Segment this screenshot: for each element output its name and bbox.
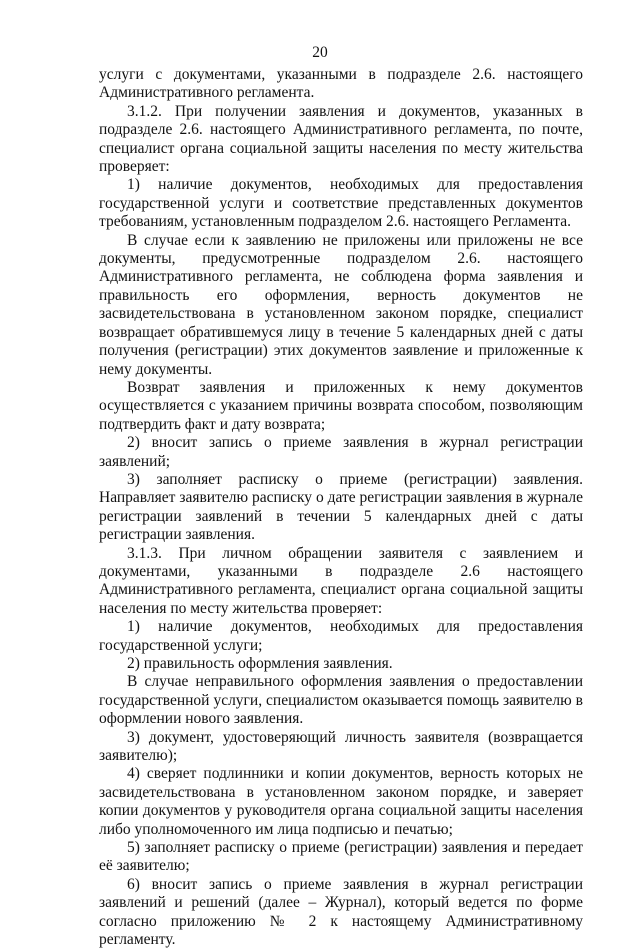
paragraph-3-1-3-item-1: 1) наличие документов, необходимых для предоставления государственной услуги; [99, 618, 583, 654]
document-body [99, 66, 583, 950]
paragraph-return-procedure: Возврат заявления и приложенных к нему документов осуществляется с указанием причины возврата способом, позволяющим подтвердить факт и дату возврата; [99, 378, 583, 433]
paragraph-incorrect-form: В случае неправильного оформления заявления о предоставлении государственной услуги, специалистом оказывается помощь заявителю в оформлении нового заявления. [99, 673, 583, 728]
paragraph-return-conditions: В случае если к заявлению не приложены или приложены не все документы, предусмотренные подразделом 2.6. настоящего Административного регламента, не соблюдена форма заявления и правильность его оформления, верность документов не засвидетельствована в установленном законом порядке, специалист возвращает обратившемуся лицу в течение 5 календарных дней с даты получения (регистрации) этих документов заявление и приложенные к нему документы. [99, 231, 583, 378]
paragraph-3-1-2-item-2: 2) вносит запись о приеме заявления в журнал регистрации заявлений; [99, 434, 583, 470]
paragraph-3-1-2: 3.1.2. При получении заявления и документов, указанных в подразделе 2.6. настоящего Административного регламента, по почте, специалист органа социальной защиты населения по месту жительства проверяет: [99, 102, 583, 176]
paragraph-3-1-2-item-3: 3) заполняет расписку о приеме (регистрации) заявления. Направляет заявителю расписку о дате регистрации заявления в журнале регистрации заявлений в течении 5 календарных дней с даты регистрации заявления. [99, 470, 583, 544]
paragraph-continuation: услуги с документами, указанными в подразделе 2.6. настоящего Административного регламента. [99, 66, 583, 102]
paragraph-3-1-3-item-4: 4) сверяет подлинники и копии документов, верность которых не засвидетельствована в установленном законом порядке, и заверяет копии документов у руководителя органа социальной защиты населения либо уполномоченного им лица подписью и печатью; [99, 765, 583, 838]
paragraph-3-1-3: 3.1.3. При личном обращении заявителя с заявлением и документами, указанными в подразделе 2.6 настоящего Административного регламента, специалист органа социальной защиты населения по месту жительства проверяет: [99, 544, 583, 617]
paragraph-3-1-3-item-3: 3) документ, удостоверяющий личность заявителя (возвращается заявителю); [99, 728, 583, 765]
paragraph-3-1-3-item-2: 2) правильность оформления заявления. [127, 655, 393, 672]
paragraph-3-1-3-item-5: 5) заполняет расписку о приеме (регистрации) заявления и передает её заявителю; [99, 839, 583, 875]
paragraph-3-1-2-item-1: 1) наличие документов, необходимых для предоставления государственной услуги и соответствие представленных документов требованиям, установленным подразделом 2.6. настоящего Регламента. [99, 176, 583, 231]
paragraph-3-1-3-item-6: 6) вносит запись о приеме заявления в журнал регистрации заявлений и решений (далее – Журнал), который ведется по форме согласно приложению № 2 к настоящему Административному регламенту. [99, 875, 583, 949]
page-number: 20 [312, 44, 328, 61]
